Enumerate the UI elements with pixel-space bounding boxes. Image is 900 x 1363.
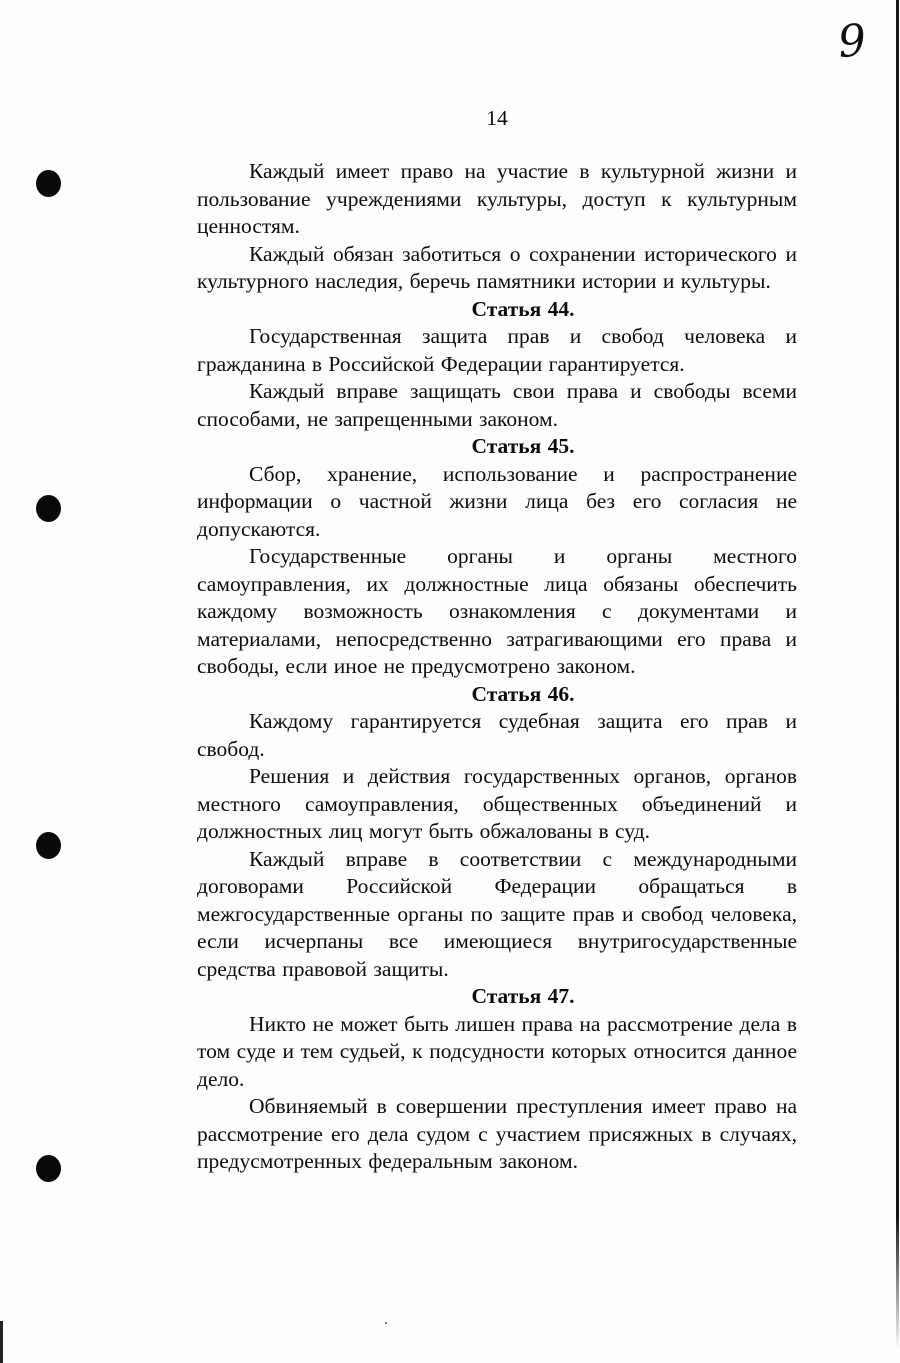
handwritten-page-number: 9 [835,14,869,69]
hole-punch-mark [36,170,61,197]
article-heading: Статья 46. [471,681,575,706]
article-section [197,296,797,434]
scan-edge-line [896,0,899,1350]
article-paragraph: Никто не может быть лишен права на рассмотрение дела в том суде и тем судьей, к подсудности которых относится данное дело. [197,1011,797,1091]
page-number: 14 [486,106,508,130]
scan-corner-artifact [0,1321,3,1363]
article-heading: Статья 45. [471,434,575,458]
article-paragraph: Государственная защита прав и свобод человека и гражданина в Российской Федерации гарантируется. [197,324,797,376]
article-paragraph: Обвиняемый в совершении преступления имеет право на рассмотрение его дела судом с участием присяжных в случаях, предусмотренных федеральным законом. [197,1094,797,1173]
article-heading: Статья 44. [471,296,575,321]
article-paragraph: Сбор, хранение, использование и распространение информации о частной жизни лица без его согласия не допускаются. [197,461,797,541]
article-paragraph: Каждый вправе в соответствии с международными договорами Российской Федерации обращаться в межгосударственные органы по защите прав и свобод человека, если исчерпаны все имеющиеся внутригосударственные средства правовой защиты. [197,846,797,981]
intro-paragraph: Каждый обязан заботиться о сохранении исторического и культурного наследия, беречь памятники истории и культуры. [197,241,797,293]
intro-paragraph: Каждый имеет право на участие в культурной жизни и пользование учреждениями культуры, доступ к культурным ценностям. [197,159,797,238]
hole-punch-mark [36,1155,61,1182]
article-section [197,681,797,984]
article-paragraph: Каждому гарантируется судебная защита его прав и свобод. [197,709,797,761]
article-paragraph: Государственные органы и органы местного самоуправления, их должностные лица обязаны обеспечить каждому возможность ознакомления с документами и материалами, непосредственно затрагивающими его права и свободы, если иное не предусмотрено законом. [197,544,797,678]
article-paragraph: Каждый вправе защищать свои права и свободы всеми способами, не запрещенными законом. [197,379,797,431]
article-heading: Статья 47. [471,984,575,1008]
hole-punch-mark [36,832,61,859]
document-body-text [197,158,797,1176]
scan-noise-speck [385,1322,387,1324]
article-section [197,433,797,681]
article-section [197,983,797,1176]
article-paragraph: Решения и действия государственных органов, органов местного самоуправления, общественных объединений и должностных лиц могут быть обжалованы в суд. [197,764,797,843]
hole-punch-mark [36,495,61,522]
